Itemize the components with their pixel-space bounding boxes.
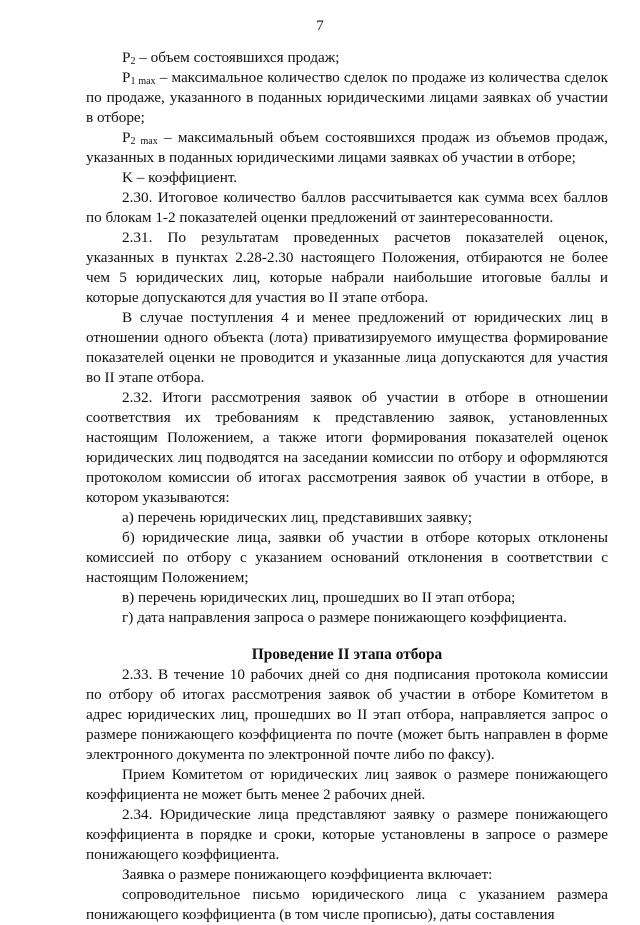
list-item-g: г) дата направления запроса о размере понижающего коэффициента. (122, 609, 567, 626)
definition-p2: $P_2$ – объем состоявшихся продаж; (122, 49, 340, 67)
paragraph-2-31: 2.31. По результатам проведенных расчетов показателей оценок, указанных в пунктах 2.28-2.30 настоящего Положения, отбираются не более чем 5 юридических лиц, которые набрали наибольшие итоговые баллы и которые допускаются для участия во II этапе отбора. (86, 229, 608, 306)
paragraph-2-30: 2.30. Итоговое количество баллов рассчитывается как сумма всех баллов по блокам 1-2 показателей оценки предложений от заинтересованности. (86, 189, 608, 226)
list-item-v: в) перечень юридических лиц, прошедших во II этап отбора; (122, 589, 516, 606)
list-item-b: б) юридические лица, заявки об участии в отборе которых отклонены комиссией по отбору с указанием оснований отклонения в соответствии с настоящим Положением; (86, 529, 608, 586)
paragraph-2-33-cont: Прием Комитетом от юридических лиц заявок о размере понижающего коэффициента не может быть менее 2 рабочих дней. (86, 766, 608, 803)
definition-p1-max: $P_{1 max}$ – максимальное количество сделок по продаже из количества сделок по продаже, указанного в поданных юридическими лицами заявках об участии в отборе; (86, 69, 608, 126)
paragraph-2-33: 2.33. В течение 10 рабочих дней со дня подписания протокола комиссии по отбору об итогах рассмотрения заявок об участии в отборе Комитетом в адрес юридических лиц, прошедших во II этап отбора, направляется запрос о размере понижающего коэффициента по почте (может быть направлен в форме электронного документа по электронной почте либо по факсу). (86, 666, 608, 763)
paragraph-2-34: 2.34. Юридические лица представляют заявку о размере понижающего коэффициента в порядке и сроки, которые установлены в запросе о размере понижающего коэффициента. (86, 806, 608, 863)
paragraph-cover-letter: сопроводительное письмо юридического лица с указанием размера понижающего коэффициента (в том числе прописью), даты составления (86, 886, 608, 923)
list-item-a: а) перечень юридических лиц, представивших заявку; (122, 509, 473, 526)
definition-k: K – коэффициент. (122, 169, 238, 186)
definitions-list (86, 48, 608, 188)
page-content (86, 48, 608, 925)
page-number: 7 (316, 18, 324, 34)
paragraph-2-32: 2.32. Итоги рассмотрения заявок об участии в отборе в отношении соответствия их требованиям к представлению заявок, установленных настоящим Положением, а также итоги формирования показателей оценок юридических лиц подводятся на заседании комиссии по отбору и оформляются протоколом комиссии об итогах рассмотрения заявок об участии в отборе, в котором указываются: (86, 389, 608, 506)
paragraph-2-31-cont: В случае поступления 4 и менее предложений от юридических лиц в отношении одного объекта (лота) приватизируемого имущества формирование показателей оценки не проводится и указанные лица допускаются для участия во II этапе отбора. (86, 309, 608, 386)
definition-p2-max: $P_{2 max}$ – максимальный объем состоявшихся продаж из объемов продаж, указанных в поданных юридическими лицами заявках об участии в отборе; (86, 129, 609, 166)
paragraph-application-includes: Заявка о размере понижающего коэффициента включает: (122, 866, 493, 883)
section-heading: Проведение II этапа отбора (251, 646, 443, 663)
